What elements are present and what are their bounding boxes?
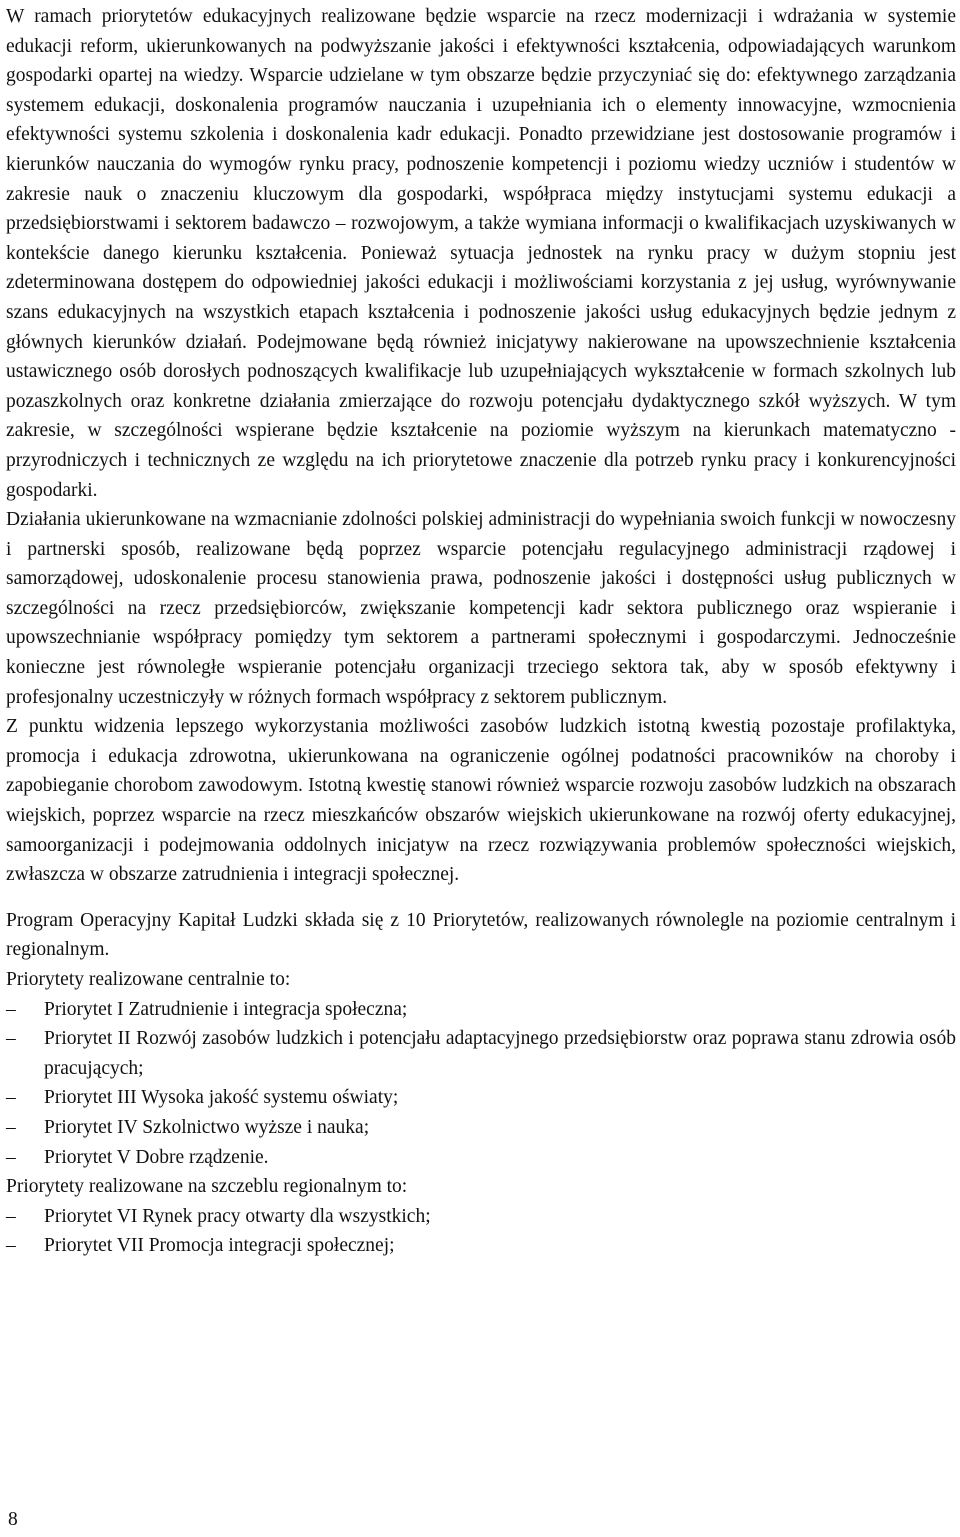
list-item <box>6 1024 956 1083</box>
dash-bullet: – <box>6 1205 16 1227</box>
central-priorities-heading: Priorytety realizowane centralnie to: <box>6 969 291 990</box>
list-item <box>6 1143 956 1173</box>
dash-bullet: – <box>6 1028 16 1050</box>
dash-bullet: – <box>6 998 16 1020</box>
list-item <box>6 1083 956 1113</box>
dash-bullet: – <box>6 1116 16 1138</box>
regional-priorities-list <box>6 1202 956 1261</box>
list-item <box>6 1202 956 1232</box>
paragraph-public-administration: Działania ukierunkowane na wzmacnianie zdolności polskiej administracji do wypełniania swoich funkcji w nowoczesny i partnerski sposób, realizowane będą poprzez wsparcie potencjału regulacyjnego administracji rządowej i samorządowej, udoskonalenie procesu stanowienia prawa, podnoszenie jakości i dostępności usług publicznych w szczególności na rzecz przedsiębiorców, zwiększanie kompetencji kadr sektora publicznego oraz wspieranie i upowszechnianie współpracy pomiędzy tym sektorem a partnerami społecznymi i gospodarczymi. Jednocześnie konieczne jest równoległe wspieranie potencjału organizacji trzeciego sektora tak, aby w sposób efektywny i profesjonalny uczestniczyły w różnych formach współpracy z sektorem publicznym. <box>6 509 956 708</box>
page-number: 8 <box>8 1509 18 1530</box>
dash-bullet: – <box>6 1235 16 1257</box>
document-page <box>6 2 956 1261</box>
list-item <box>6 995 956 1025</box>
list-item <box>6 1231 956 1261</box>
list-item-text: Priorytet II Rozwój zasobów ludzkich i potencjału adaptacyjnego przedsiębiorstw oraz poprawa stanu zdrowia osób pracujących; <box>44 1028 956 1079</box>
list-item-text: Priorytet III Wysoka jakość systemu oświaty; <box>44 1087 399 1109</box>
list-item-text: Priorytet VII Promocja integracji społecznej; <box>44 1235 395 1257</box>
central-priorities-list <box>6 995 956 1173</box>
dash-bullet: – <box>6 1146 16 1168</box>
list-item-text: Priorytet I Zatrudnienie i integracja społeczna; <box>44 998 408 1020</box>
paragraph-program-intro: Program Operacyjny Kapitał Ludzki składa się z 10 Priorytetów, realizowanych równolegle na poziomie centralnym i regionalnym. <box>6 909 956 961</box>
regional-priorities-heading: Priorytety realizowane na szczeblu regionalnym to: <box>6 1176 408 1198</box>
list-item-text: Priorytet VI Rynek pracy otwarty dla wszystkich; <box>44 1205 431 1227</box>
dash-bullet: – <box>6 1087 16 1109</box>
paragraph-education-priorities: W ramach priorytetów edukacyjnych realizowane będzie wsparcie na rzecz modernizacji i wdrażania w systemie edukacji reform, ukierunkowanych na podwyższanie jakości i efektywności kształcenia, odpowiadających warunkom gospodarki opartej na wiedzy. Wsparcie udzielane w tym obszarze będzie przyczyniać się do: efektywnego zarządzania systemem edukacji, doskonalenia programów nauczania i uzupełniania ich o elementy innowacyjne, wzmocnienia efektywności systemu szkolenia i doskonalenia kadr edukacji. Ponadto przewidziane jest dostosowanie programów i kierunków nauczania do wymogów rynku pracy, podnoszenie kompetencji i poziomu wiedzy uczniów i studentów w zakresie nauk o znaczeniu kluczowym dla gospodarki, współpraca między instytucjami systemu edukacji a przedsiębiorstwami i sektorem badawczo – rozwojowym, a także wymiana informacji o kwalifikacjach uzyskiwanych w kontekście danego kierunku kształcenia. Ponieważ sytuacja jednostek na rynku pracy w dużym stopniu jest zdeterminowana dostępem do odpowiedniej jakości edukacji i możliwościami korzystania z jej usług, wyrównywanie szans edukacyjnych na wszystkich etapach kształcenia i podnoszenie jakości usług edukacyjnych będzie jednym z głównych kierunków działań. Podejmowane będą również inicjatywy nakierowane na upowszechnienie kształcenia ustawicznego osób dorosłych podnoszących kwalifikacje lub uzupełniających wykształcenie w formach szkolnych lub pozaszkolnych oraz konkretne działania zmierzające do rozwoju potencjału dydaktycznego szkół wyższych. W tym zakresie, w szczególności wspierane będzie kształcenie na poziomie wyższym na kierunkach matematyczno - przyrodniczych i technicznych ze względu na ich priorytetowe znaczenie dla potrzeb rynku pracy i konkurencyjności gospodarki. <box>6 6 956 501</box>
list-item <box>6 1113 956 1143</box>
list-item-text: Priorytet IV Szkolnictwo wyższe i nauka; <box>44 1116 370 1138</box>
paragraph-human-resources-health: Z punktu widzenia lepszego wykorzystania możliwości zasobów ludzkich istotną kwestią pozostaje profilaktyka, promocja i edukacja zdrowotna, ukierunkowana na ograniczenie ogólnej podatności pracowników na choroby i zapobieganie chorobom zawodowym. Istotną kwestię stanowi również wsparcie rozwoju zasobów ludzkich na obszarach wiejskich, poprzez wsparcie na rzecz mieszkańców obszarów wiejskich ukierunkowane na rozwój oferty edukacyjnej, samoorganizacji i podejmowania oddolnych inicjatyw na rzecz rozwiązywania problemów społeczności wiejskich, zwłaszcza w obszarze zatrudnienia i integracji społecznej. <box>6 716 956 886</box>
list-item-text: Priorytet V Dobre rządzenie. <box>44 1146 269 1168</box>
